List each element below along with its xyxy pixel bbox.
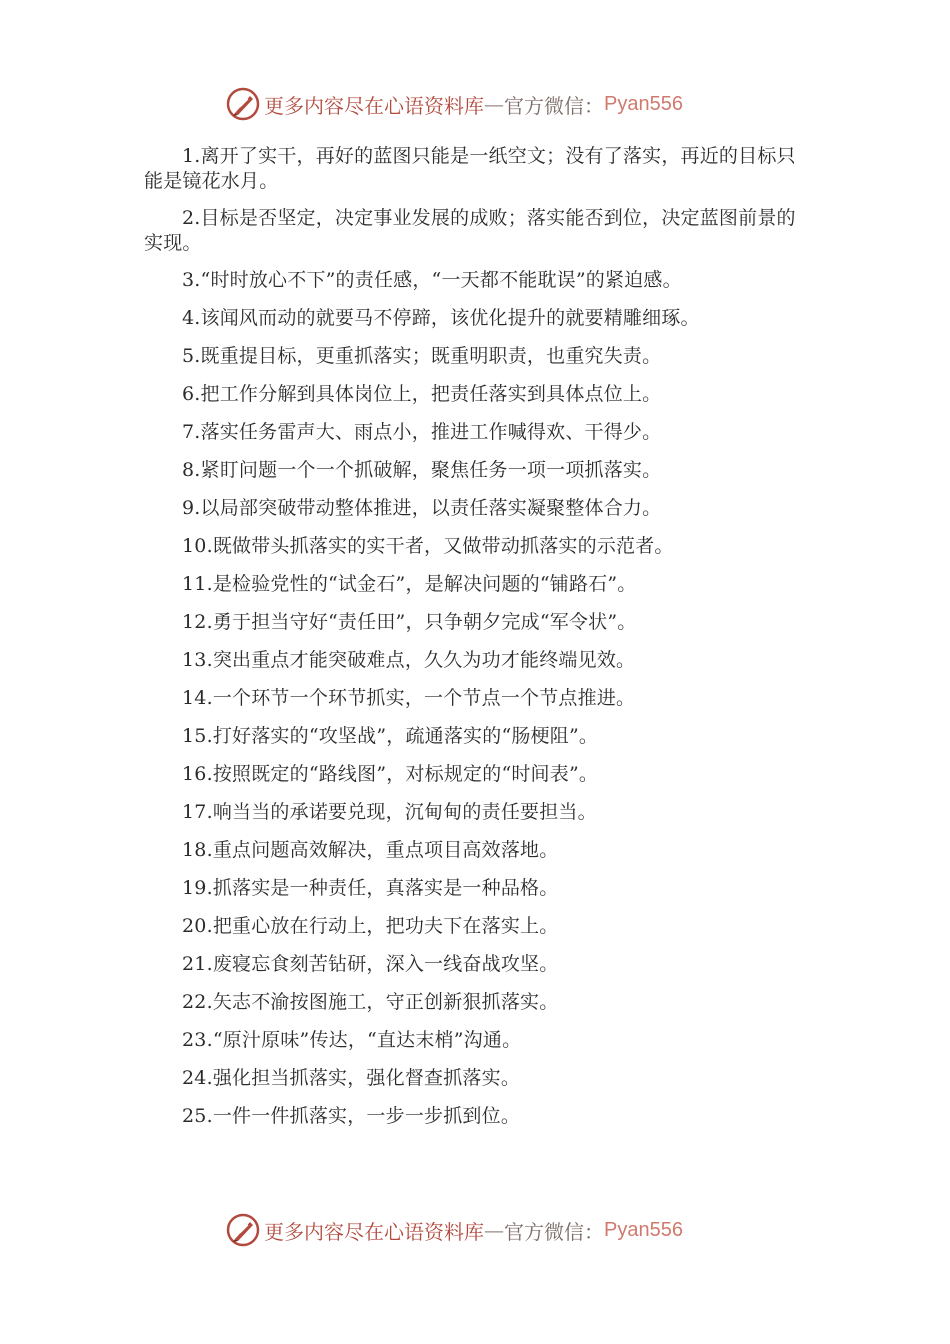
list-item: 9.以局部突破带动整体推进，以责任落实凝聚整体合力。 xyxy=(182,497,662,519)
banner-wechat-id: Pyan556 xyxy=(604,92,683,115)
list-item: 7.落实任务雷声大、雨点小，推进工作喊得欢、干得少。 xyxy=(182,421,662,443)
list-item: 24.强化担当抓落实，强化督查抓落实。 xyxy=(182,1067,521,1089)
list-item: 3.“时时放心不下”的责任感，“一天都不能耽误”的紧迫感。 xyxy=(182,269,682,291)
list-item: 6.把工作分解到具体岗位上，把责任落实到具体点位上。 xyxy=(182,383,662,405)
list-item: 1.离开了实干，再好的蓝图只能是一纸空文；没有了落实，再近的目标只能是镜花水月。 xyxy=(144,145,796,192)
list-item: 20.把重心放在行动上，把功夫下在落实上。 xyxy=(182,915,559,937)
list-item: 4.该闻风而动的就要马不停蹄，该优化提升的就要精雕细琢。 xyxy=(182,307,700,329)
list-item: 15.打好落实的“攻坚战”，疏通落实的“肠梗阻”。 xyxy=(182,725,599,747)
list-item: 21.废寝忘食刻苦钻研，深入一线奋战攻坚。 xyxy=(182,953,559,975)
list-item: 16.按照既定的“路线图”，对标规定的“时间表”。 xyxy=(182,763,599,785)
list-item: 18.重点问题高效解决，重点项目高效落地。 xyxy=(182,839,559,861)
list-item: 5.既重提目标，更重抓落实；既重明职责，也重究失责。 xyxy=(182,345,662,367)
list-item: 14.一个环节一个环节抓实，一个节点一个节点推进。 xyxy=(182,687,636,709)
banner-wechat-label: 官方微信： xyxy=(504,93,604,118)
quill-logo-icon xyxy=(226,87,260,121)
list-item: 22.矢志不渝按图施工，守正创新狠抓落实。 xyxy=(182,991,559,1013)
list-item: 13.突出重点才能突破难点，久久为功才能终端见效。 xyxy=(182,649,636,671)
list-item: 2.目标是否坚定，决定事业发展的成败；落实能否到位，决定蓝图前景的实现。 xyxy=(144,207,796,254)
list-item: 19.抓落实是一种责任，真落实是一种品格。 xyxy=(182,877,559,899)
list-item: 8.紧盯问题一个一个抓破解，聚焦任务一项一项抓落实。 xyxy=(182,459,662,481)
banner-site-text: 更多内容尽在心语资料库 xyxy=(264,93,484,118)
list-item: 17.响当当的承诺要兑现，沉甸甸的责任要担当。 xyxy=(182,801,597,823)
list-item: 12.勇于担当守好“责任田”，只争朝夕完成“军令状”。 xyxy=(182,611,637,633)
banner-wechat-id: Pyan556 xyxy=(604,1218,683,1241)
document-body xyxy=(144,144,806,1142)
list-item: 11.是检验党性的“试金石”，是解决问题的“铺路石”。 xyxy=(182,573,637,595)
banner-wechat-label: 官方微信： xyxy=(504,1219,604,1244)
list-item: 25.一件一件抓落实，一步一步抓到位。 xyxy=(182,1105,521,1127)
list-item: 10.既做带头抓落实的实干者，又做带动抓落实的示范者。 xyxy=(182,535,674,557)
footer-banner xyxy=(226,1212,683,1248)
list-item: 23.“原汁原味”传达，“直达末梢”沟通。 xyxy=(182,1029,522,1051)
banner-separator: — xyxy=(484,92,504,116)
banner-site-text: 更多内容尽在心语资料库 xyxy=(264,1219,484,1244)
quill-logo-icon xyxy=(226,1213,260,1247)
banner-separator: — xyxy=(484,1218,504,1242)
header-banner xyxy=(226,86,683,122)
